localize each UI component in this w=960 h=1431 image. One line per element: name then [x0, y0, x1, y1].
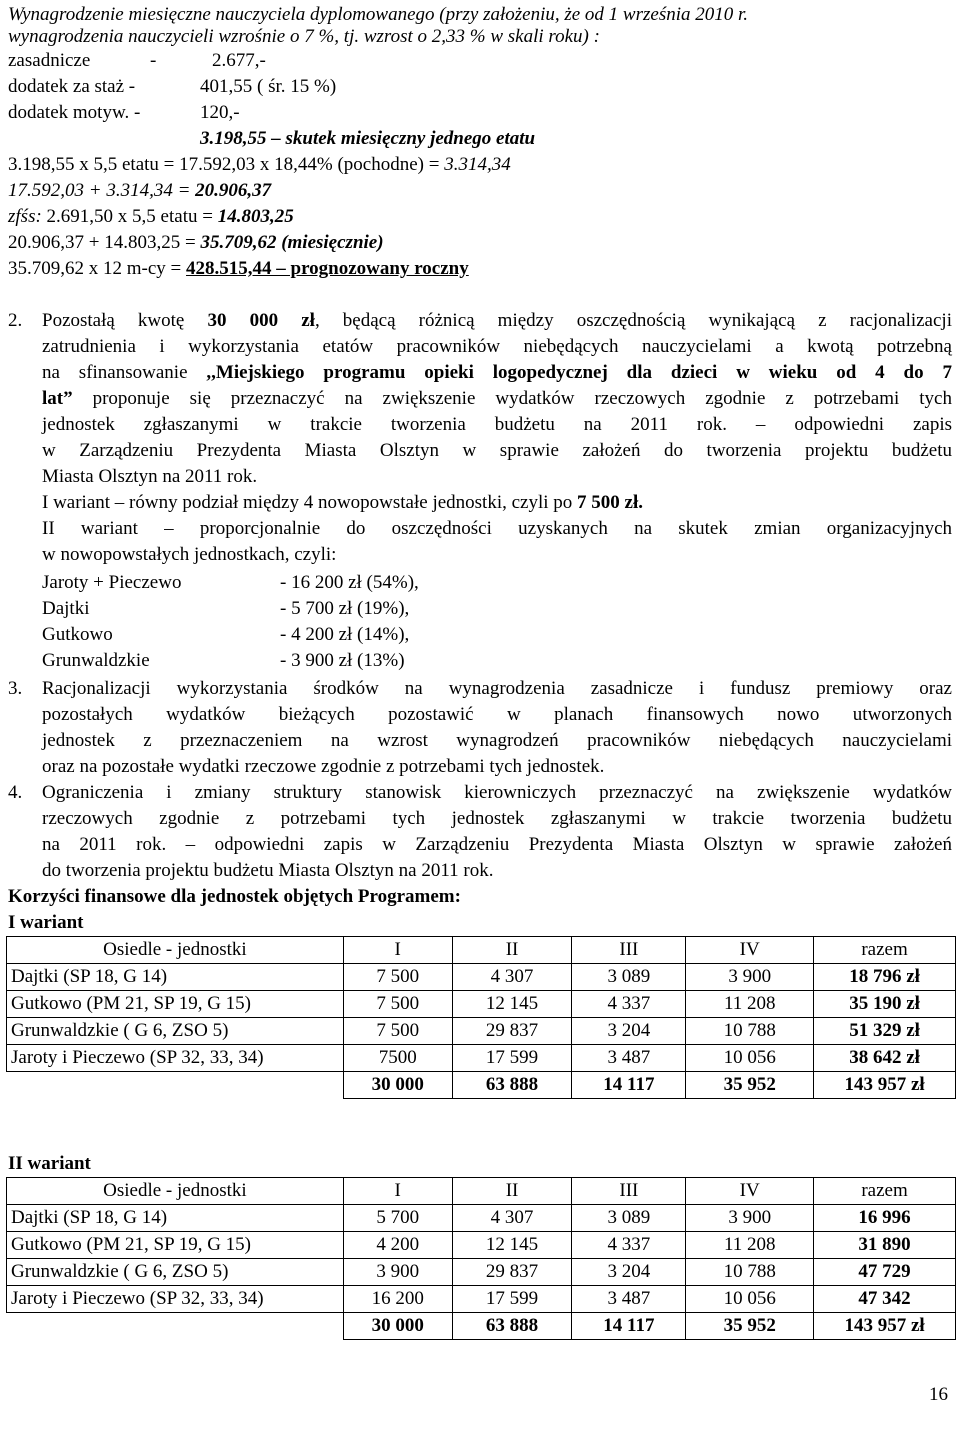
calc-line-2	[8, 180, 271, 202]
point-3-line-4: oraz na pozostałe wydatki rzeczowe zgodnie z potrzebami tych jednostek.	[42, 756, 605, 777]
table-header-row	[7, 937, 956, 964]
header-cell: IV	[686, 1178, 814, 1205]
table-cell: 3 089	[572, 1205, 686, 1232]
table-row	[7, 1259, 956, 1286]
header-cell: Osiedle - jednostki	[7, 1178, 344, 1205]
total-cell: 30 000	[343, 1313, 452, 1340]
table-1-title: I wariant	[8, 912, 84, 933]
total-cell: 14 117	[572, 1313, 686, 1340]
benefits-title: Korzyści finansowe dla jednostek objętych Programem:	[8, 886, 461, 907]
table-cell: 7 500	[343, 964, 452, 991]
point-2-line-6: w Zarządzeniu Prezydenta Miasta Olsztyn w sprawie założeń do tworzenia projektu budżetu	[42, 440, 952, 461]
point-3-line-3: jednostek z przeznaczeniem na wzrost wynagrodzeń pracowników niebędących nauczycielami	[42, 730, 952, 751]
point-2-line-7: Miasta Olsztyn na 2011 rok.	[42, 466, 258, 487]
table-cell: 3 089	[572, 964, 686, 991]
table-totals-row	[7, 1072, 956, 1099]
table-cell: 10 056	[686, 1286, 814, 1313]
table-row	[7, 1045, 956, 1072]
header-line-2: wynagrodzenia nauczycieli wzrośnie o 7 %, tj. wzrost o 2,33 % w skali roku) :	[8, 26, 600, 47]
table-cell: Gutkowo (PM 21, SP 19, G 15)	[7, 991, 344, 1018]
table-row	[7, 1205, 956, 1232]
split-value-2: - 5 700 zł (19%),	[280, 598, 410, 619]
total-cell: 30 000	[343, 1072, 452, 1099]
calc-3-label: zfśs:	[8, 206, 47, 227]
table-row	[7, 991, 956, 1018]
calc-1-result: 3.314,34	[444, 154, 511, 175]
table-cell: 31 890	[814, 1232, 956, 1259]
table-cell: 10 788	[686, 1259, 814, 1286]
split-name-3: Gutkowo	[42, 624, 113, 645]
point-4-line-2: rzeczowych zgodnie z potrzebami tych jednostek zgłaszanymi w trakcie tworzenia budżetu	[42, 808, 952, 829]
header-cell: III	[572, 1178, 686, 1205]
table-cell: 11 208	[686, 991, 814, 1018]
calc-line-3	[8, 206, 294, 228]
table-cell: 4 337	[572, 1232, 686, 1259]
split-name-2: Dajtki	[42, 598, 90, 619]
calc-2-text: 17.592,03 + 3.314,34 =	[8, 180, 196, 201]
calc-3-result: 14.803,25	[217, 206, 294, 227]
table-cell: 3 487	[572, 1045, 686, 1072]
table-cell: 29 837	[452, 1018, 572, 1045]
calc-3-text: 2.691,50 x 5,5 etatu =	[46, 206, 218, 227]
salary-row-seniority-value: 401,55 ( śr. 15 %)	[200, 76, 337, 97]
table-cell: 4 200	[343, 1232, 452, 1259]
calc-5-result: 428.515,44 – prognozowany roczny	[186, 258, 469, 279]
variant-2-table	[6, 1177, 956, 1340]
point-4-number: 4.	[8, 782, 23, 803]
table-cell: 4 307	[452, 1205, 572, 1232]
salary-row-seniority-label: dodatek za staż -	[8, 76, 136, 97]
salary-row-base-label: zasadnicze	[8, 50, 91, 71]
total-cell: 63 888	[452, 1072, 572, 1099]
point-4-line-1: Ograniczenia i zmiany struktury stanowisk kierowniczych przeznaczyć na zwiększenie wydatków	[42, 782, 952, 803]
total-cell: 143 957 zł	[814, 1072, 956, 1099]
calc-1-text: 3.198,55 x 5,5 etatu = 17.592,03 x 18,44% (pochodne) =	[8, 154, 445, 175]
total-cell: 14 117	[572, 1072, 686, 1099]
calc-line-1	[8, 154, 511, 176]
table-cell: 4 337	[572, 991, 686, 1018]
table-cell: Gutkowo (PM 21, SP 19, G 15)	[7, 1232, 344, 1259]
point-2-line-3: na sfinansowanie ,,Miejskiego programu opieki logopedycznej dla dzieci w wieku od 4 do 7	[42, 362, 952, 383]
total-cell: 143 957 zł	[814, 1313, 956, 1340]
table-row	[7, 1232, 956, 1259]
variant-1-amount: 7 500 zł.	[577, 492, 644, 513]
table-cell: 35 190 zł	[814, 991, 956, 1018]
table-cell: 10 788	[686, 1018, 814, 1045]
point-3-number: 3.	[8, 678, 23, 699]
point-2-line-2: zatrudnienia i wykorzystania etatów pracowników niebędących nauczycielami a kwotą potrzebną	[42, 336, 952, 357]
table-cell	[7, 1072, 344, 1099]
point-2-line-1: Pozostałą kwotę 30 000 zł, będącą różnicą między oszczędnością wynikającą z racjonalizacji	[42, 310, 952, 331]
table-cell: 12 145	[452, 991, 572, 1018]
point-3-line-1: Racjonalizacji wykorzystania środków na wynagrodzenia zasadnicze i fundusz premiowy oraz	[42, 678, 952, 699]
calc-4-text: 20.906,37 + 14.803,25 =	[8, 232, 201, 253]
table-cell: 17 599	[452, 1286, 572, 1313]
table-cell: 7500	[343, 1045, 452, 1072]
point-4-line-3: na 2011 rok. – odpowiedni zapis w Zarządzeniu Prezydenta Miasta Olsztyn w sprawie założeń	[42, 834, 952, 855]
salary-row-base-sep: -	[150, 50, 157, 71]
salary-row-motivation-label: dodatek motyw. -	[8, 102, 141, 123]
variant-2-desc-2: w nowopowstałych jednostkach, czyli:	[42, 544, 337, 565]
header-cell: razem	[814, 937, 956, 964]
split-name-1: Jaroty + Pieczewo	[42, 572, 182, 593]
total-cell: 35 952	[686, 1072, 814, 1099]
header-cell: razem	[814, 1178, 956, 1205]
table-cell	[7, 1313, 344, 1340]
point-3-line-2: pozostałych wydatków bieżących pozostawić w planach finansowych nowo utworzonych	[42, 704, 952, 725]
table-cell: 47 729	[814, 1259, 956, 1286]
table-cell: 7 500	[343, 991, 452, 1018]
table-row	[7, 1018, 956, 1045]
total-cell: 35 952	[686, 1313, 814, 1340]
table-cell: 3 900	[686, 964, 814, 991]
table-cell: 4 307	[452, 964, 572, 991]
table-cell: Jaroty i Pieczewo (SP 32, 33, 34)	[7, 1045, 344, 1072]
header-cell: I	[343, 1178, 452, 1205]
table-cell: 3 900	[686, 1205, 814, 1232]
table-row	[7, 964, 956, 991]
variant-2-desc-1: II wariant – proporcjonalnie do oszczędności uzyskanych na skutek zmian organizacyjnych	[42, 518, 952, 539]
header-cell: Osiedle - jednostki	[7, 937, 344, 964]
total-cell: 63 888	[452, 1313, 572, 1340]
table-cell: 3 204	[572, 1018, 686, 1045]
point-2-line-5: jednostek zgłaszanymi w trakcie tworzenia budżetu na 2011 rok. – odpowiedni zapis	[42, 414, 952, 435]
header-cell: III	[572, 937, 686, 964]
point-2-number: 2.	[8, 310, 23, 331]
table-cell: Grunwaldzkie ( G 6, ZSO 5)	[7, 1259, 344, 1286]
table-cell: 17 599	[452, 1045, 572, 1072]
table-cell: 3 204	[572, 1259, 686, 1286]
calc-4-result: 35.709,62 (miesięcznie)	[200, 232, 384, 253]
header-cell: IV	[686, 937, 814, 964]
table-cell: Jaroty i Pieczewo (SP 32, 33, 34)	[7, 1286, 344, 1313]
calc-5-text: 35.709,62 x 12 m-cy =	[8, 258, 187, 279]
table-cell: 51 329 zł	[814, 1018, 956, 1045]
table-cell: 3 900	[343, 1259, 452, 1286]
calc-line-5	[8, 258, 469, 280]
table-cell: 11 208	[686, 1232, 814, 1259]
point-4-line-4: do tworzenia projektu budżetu Miasta Olsztyn na 2011 rok.	[42, 860, 494, 881]
header-cell: II	[452, 937, 572, 964]
table-cell: 12 145	[452, 1232, 572, 1259]
split-value-1: - 16 200 zł (54%),	[280, 572, 419, 593]
table-cell: 38 642 zł	[814, 1045, 956, 1072]
table-row	[7, 1286, 956, 1313]
table-header-row	[7, 1178, 956, 1205]
table-cell: 47 342	[814, 1286, 956, 1313]
table-cell: 5 700	[343, 1205, 452, 1232]
table-totals-row	[7, 1313, 956, 1340]
table-cell: 29 837	[452, 1259, 572, 1286]
split-name-4: Grunwaldzkie	[42, 650, 150, 671]
header-cell: II	[452, 1178, 572, 1205]
table-cell: 10 056	[686, 1045, 814, 1072]
salary-row-motivation-value: 120,-	[200, 102, 240, 123]
table-cell: Grunwaldzkie ( G 6, ZSO 5)	[7, 1018, 344, 1045]
table-cell: Dajtki (SP 18, G 14)	[7, 964, 344, 991]
variant-1-text: I wariant – równy podział między 4 nowopowstałe jednostki, czyli po	[42, 492, 578, 513]
calc-line-4	[8, 232, 384, 254]
table-cell: 16 996	[814, 1205, 956, 1232]
table-cell: 7 500	[343, 1018, 452, 1045]
page-number: 16	[929, 1384, 948, 1405]
point-2-line-4: lat” proponuje się przeznaczyć na zwiększenie wydatków rzeczowych zgodnie z potrzebami tych	[42, 388, 952, 409]
calc-2-result: 20.906,37	[195, 180, 272, 201]
table-cell: Dajtki (SP 18, G 14)	[7, 1205, 344, 1232]
header-cell: I	[343, 937, 452, 964]
table-cell: 3 487	[572, 1286, 686, 1313]
monthly-effect: 3.198,55 – skutek miesięczny jednego etatu	[200, 128, 536, 149]
salary-row-base-value: 2.677,-	[212, 50, 266, 71]
variant-1-desc	[42, 492, 643, 514]
variant-1-table	[6, 936, 956, 1099]
split-value-3: - 4 200 zł (14%),	[280, 624, 410, 645]
table-cell: 16 200	[343, 1286, 452, 1313]
table-cell: 18 796 zł	[814, 964, 956, 991]
header-line-1: Wynagrodzenie miesięczne nauczyciela dyplomowanego (przy założeniu, że od 1 września 2010 r.	[8, 4, 749, 25]
split-value-4: - 3 900 zł (13%)	[280, 650, 405, 671]
table-2-title: II wariant	[8, 1153, 91, 1174]
